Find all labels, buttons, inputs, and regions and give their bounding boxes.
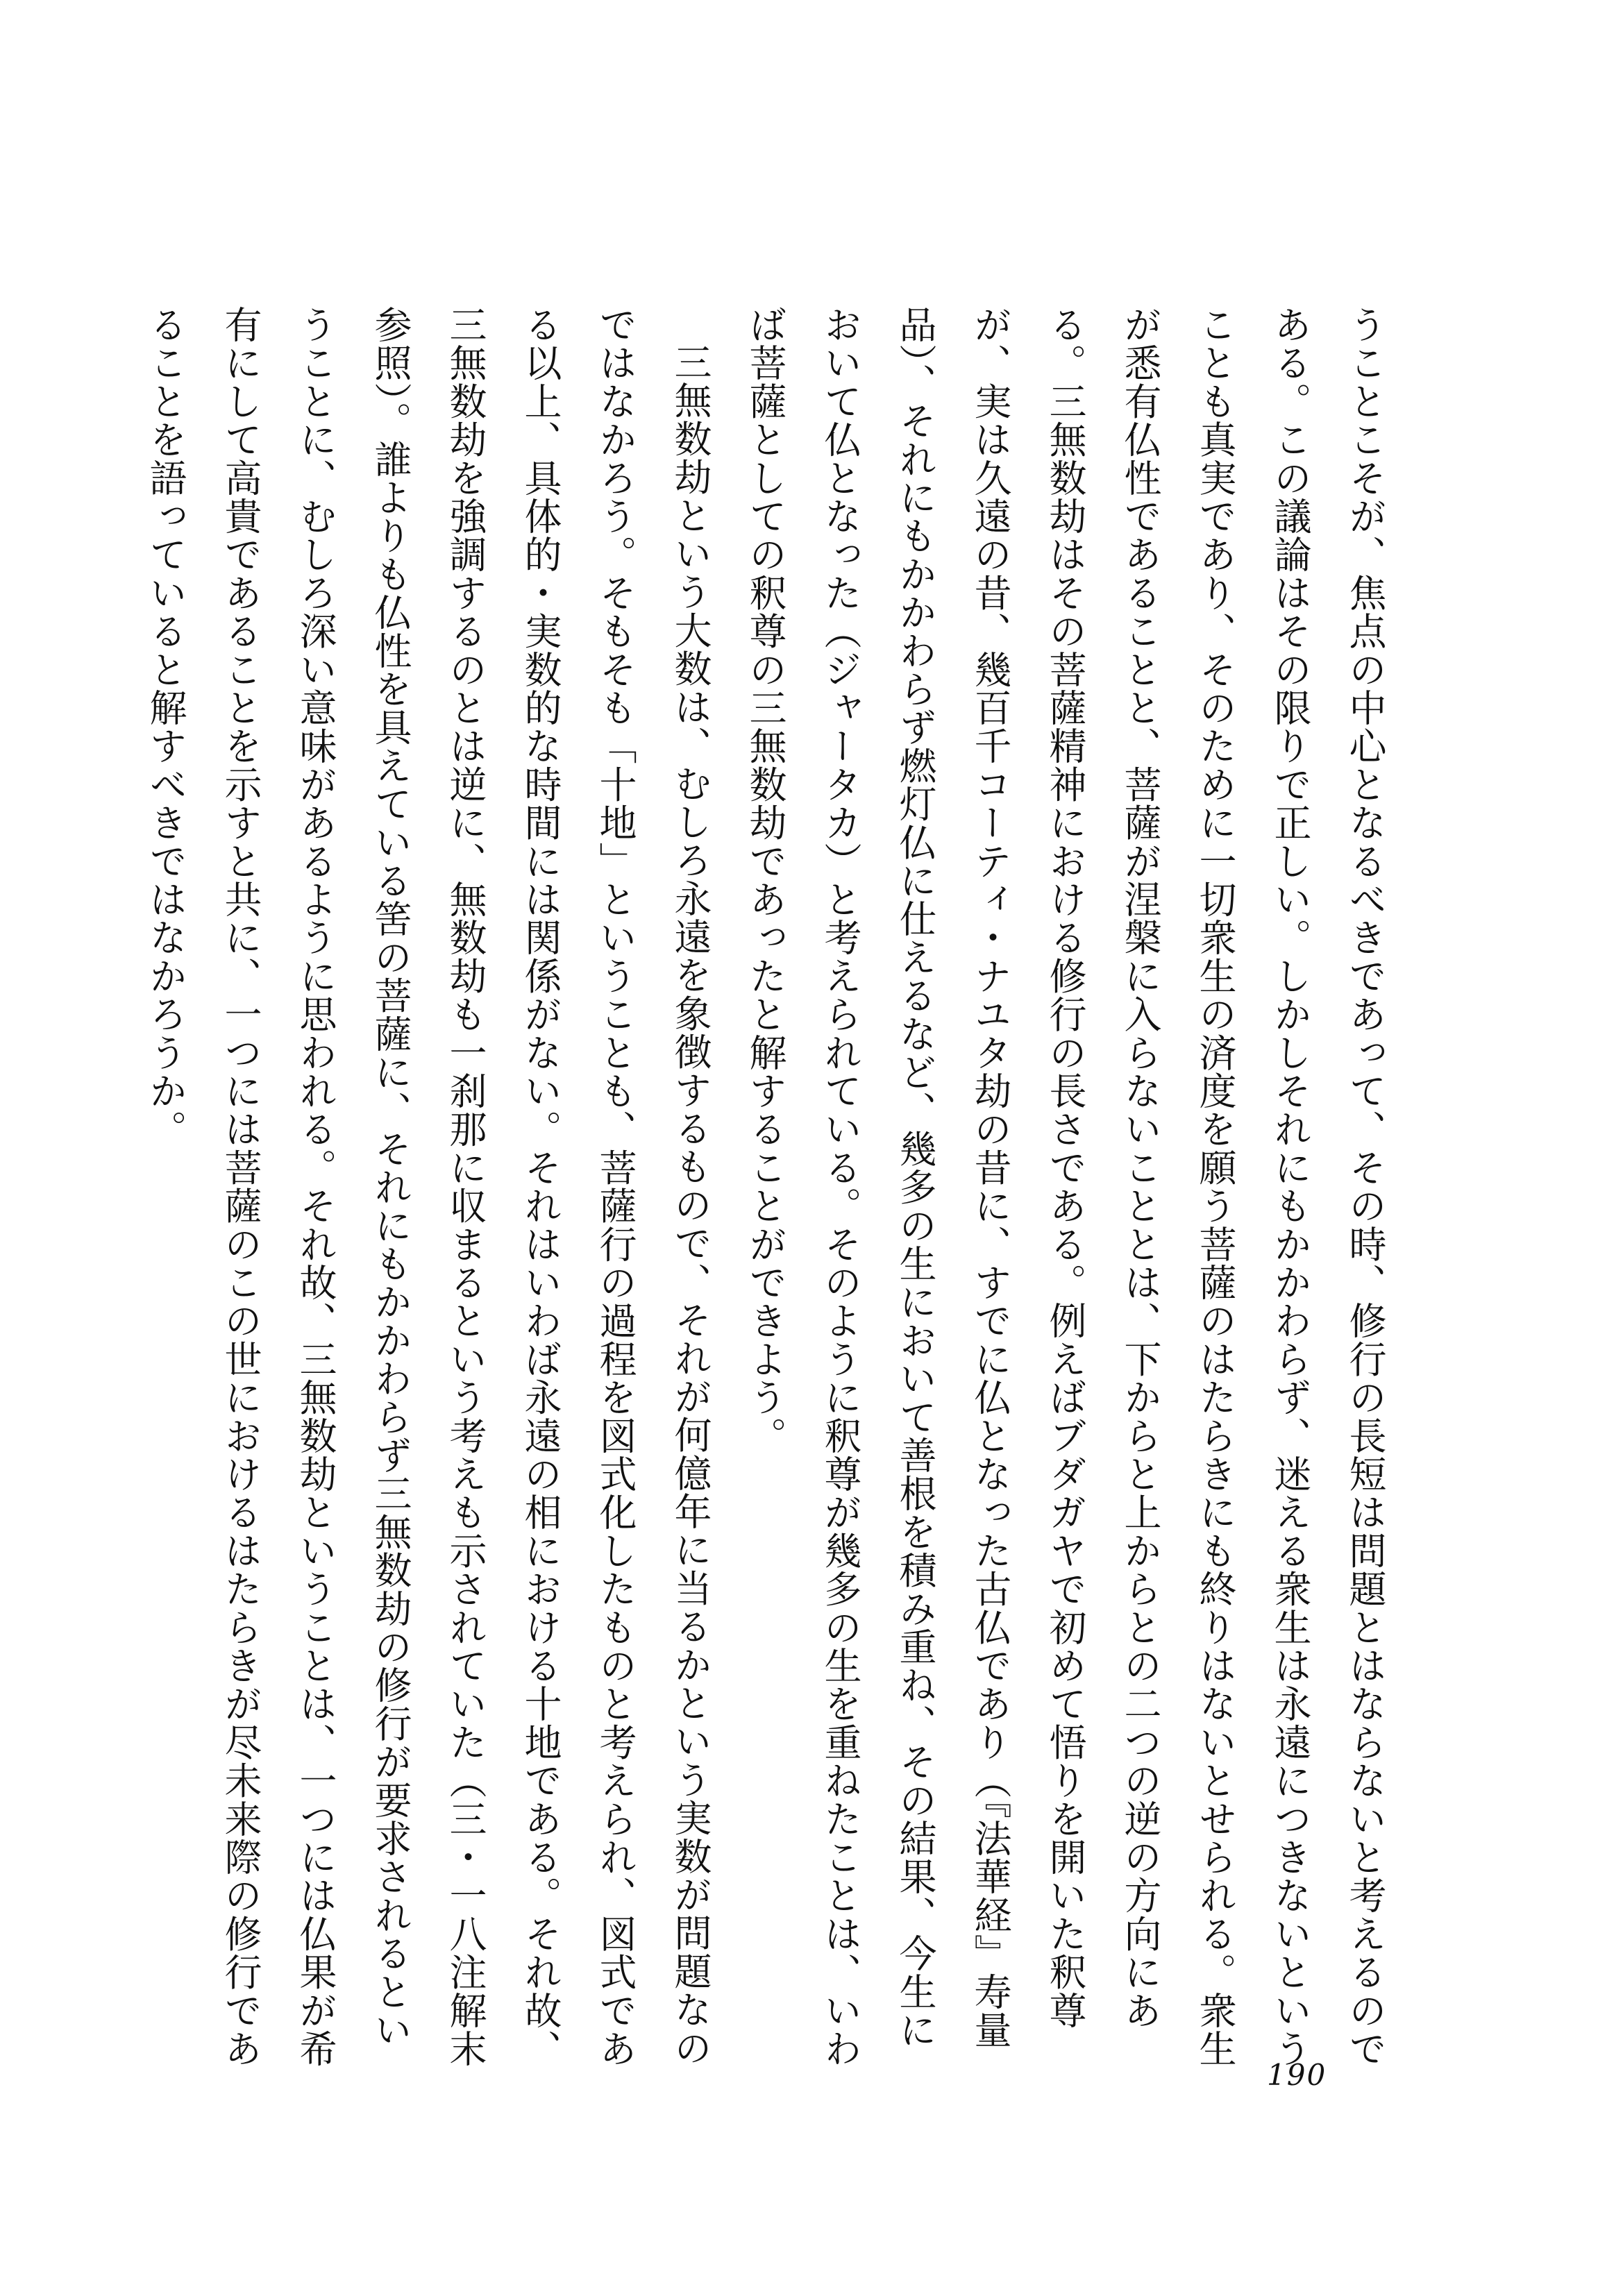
page-number: 190 xyxy=(1267,2058,1327,2092)
paragraph-2: 三無数劫という大数は、むしろ永遠を象徴するもので、それが何億年に当るかという実数が問題なのではなかろう。そもそも「十地」ということも、菩薩行の過程を図式化したものと考えられ、図式である以上、具体的・実数的な時間には関係がない。それはいわば永遠の相における十地である。それ故、三無数劫を強調するのとは逆に、無数劫も一刹那に収まるという考えも示されていた（三・一八注解末参照）。誰よりも仏性を具えている筈の菩薩に、それにもかかわらず三無数劫の修行が要求されるということに、むしろ深い意味があるように思われる。それ故、三無数劫ということは、一つには仏果が希有にして高貴であることを示すと共に、一つには菩薩のこの世におけるはたらきが尽未来際の修行であることを語っていると解すべきではなかろうか。 xyxy=(144,305,712,2068)
body-text xyxy=(144,305,1402,2082)
paragraph-1: うことこそが、焦点の中心となるべきであって、その時、修行の長短は問題とはならないと考えるのである。この議論はその限りで正しい。しかしそれにもかかわらず、迷える衆生は永遠につきないということも真実であり、そのために一切衆生の済度を願う菩薩のはたらきにも終りはないとせられる。衆生が悉有仏性であることと、菩薩が涅槃に入らないこととは、下からと上からとの二つの逆の方向にある。三無数劫はその菩薩精神における修行の長さである。例えばブダガヤで初めて悟りを開いた釈尊が、実は久遠の昔、幾百千コーティ・ナユタ劫の昔に、すでに仏となった古仏であり（『法華経』寿量品）、それにもかかわらず燃灯仏に仕えるなど、幾多の生において善根を積み重ね、その結果、今生において仏となった（ジャータカ）と考えられている。そのように釈尊が幾多の生を重ねたことは、いわば菩薩としての釈尊の三無数劫であったと解することができよう。 xyxy=(743,305,1387,2068)
